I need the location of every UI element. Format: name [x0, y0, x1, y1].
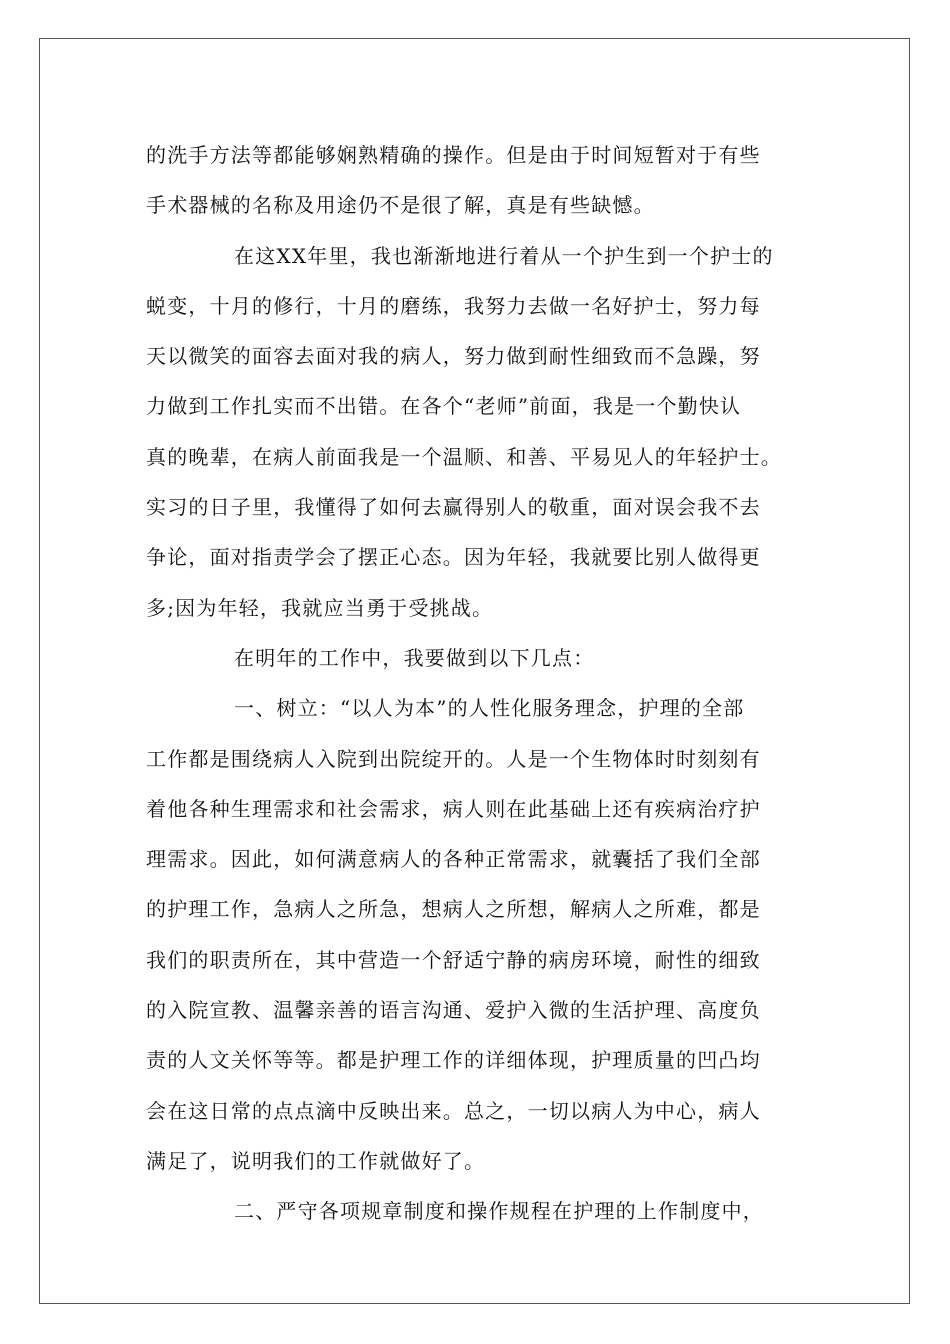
paragraph-start-line: 在这XX年里，我也渐渐地进行着从一个护生到一个护士的 — [234, 243, 774, 268]
text-line: 争论，面对指责学会了摆正心态。因为年轻，我就要比别人做得更 — [146, 545, 761, 570]
text-line: 理需求。因此，如何满意病人的各种正常需求，就囊括了我们全部 — [146, 847, 761, 872]
text-line: 力做到工作扎实而不出错。在各个“老师”前面，我是一个勤快认 — [146, 394, 742, 419]
text-line: 的护理工作，急病人之所急，想病人之所想，解病人之所难，都是 — [146, 897, 761, 922]
text-line: 蜕变，十月的修行，十月的磨练，我努力去做一名好护士，努力每 — [146, 293, 761, 318]
text-line: 手术器械的名称及用途仍不是很了解，真是有些缺憾。 — [146, 193, 655, 218]
paragraph-start-line: 二、严守各项规章制度和操作规程在护理的上作制度中， — [234, 1199, 764, 1224]
text-line: 多;因为年轻，我就应当勇于受挑战。 — [146, 595, 494, 620]
text-line: 工作都是围绕病人入院到出院绽开的。人是一个生物体时时刻刻有 — [146, 746, 761, 771]
document-body — [146, 130, 822, 1237]
text-line: 我们的职责所在，其中营造一个舒适宁静的病房环境，耐性的细致 — [146, 947, 761, 972]
text-line: 着他各种生理需求和社会需求，病人则在此基础上还有疾病治疗护 — [146, 796, 761, 821]
text-line: 实习的日子里，我懂得了如何去赢得别人的敬重，面对误会我不去 — [146, 495, 761, 520]
text-line: 责的人文关怀等等。都是护理工作的详细体现，护理质量的凹凸均 — [146, 1048, 761, 1073]
paragraph-start-line: 一、树立：“以人为本”的人性化服务理念，护理的全部 — [234, 696, 745, 721]
paragraph-start-line: 在明年的工作中，我要做到以下几点： — [234, 645, 595, 670]
text-line: 的洗手方法等都能够娴熟精确的操作。但是由于时间短暂对于有些 — [146, 143, 761, 167]
text-line: 满足了，说明我们的工作就做好了。 — [146, 1148, 486, 1173]
text-line: 的入院宣教、温馨亲善的语言沟通、爱护入微的生活护理、高度负 — [146, 998, 761, 1023]
text-line: 真的晚辈，在病人前面我是一个温顺、和善、平易见人的年轻护士。 — [146, 444, 782, 469]
text-line: 天以微笑的面容去面对我的病人，努力做到耐性细致而不急躁，努 — [146, 344, 761, 369]
text-line: 会在这日常的点点滴中反映出来。总之，一切以病人为中心，病人 — [146, 1098, 761, 1123]
